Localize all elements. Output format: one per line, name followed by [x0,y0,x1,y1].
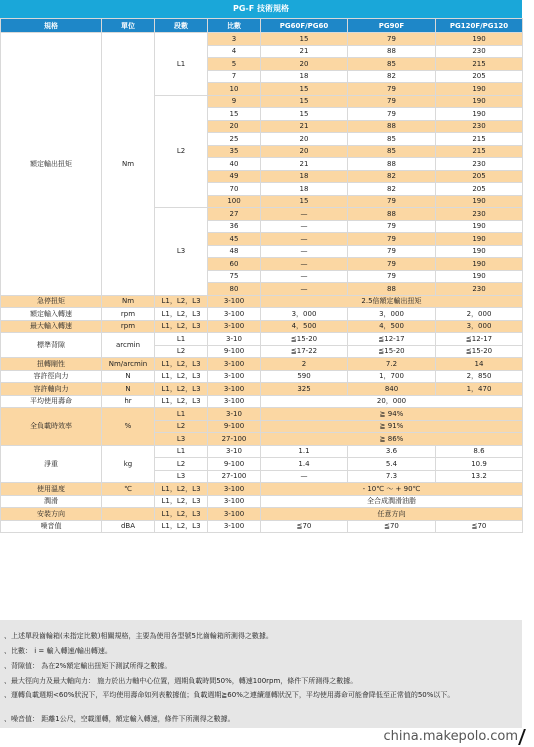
table-row [1,495,523,508]
spec-label: 額定輸入轉速 [1,308,102,321]
merged-value-cell: ≧ 91% [261,420,523,433]
table-row [1,395,523,408]
pg120-cell: 190 [436,83,523,96]
pg120-cell: 3，000 [436,320,523,333]
table-title: PG-F 技術規格 [0,0,522,18]
pg90-cell: 5.4 [348,458,436,471]
ratio-cell: 3-100 [208,383,261,396]
pg90-cell: 79 [348,233,436,246]
merged-value-cell: - 10℃ ～ + 90℃ [261,483,523,496]
spec-label: 容許徑向力 [1,370,102,383]
spec-label: 潤滑 [1,495,102,508]
table-header-row [1,19,523,33]
pg60-cell: — [261,470,348,483]
spec-unit: Nm [102,33,155,296]
pg90-cell: 85 [348,58,436,71]
ratio-cell: 3-10 [208,445,261,458]
pg120-cell: 13.2 [436,470,523,483]
pg60-cell: — [261,220,348,233]
ratio-cell: 25 [208,133,261,146]
stage-cell: L1，L2，L3 [155,483,208,496]
ratio-cell: 3-10 [208,333,261,346]
ratio-cell: 75 [208,270,261,283]
pg60-cell: 21 [261,120,348,133]
stage-cell: L1，L2，L3 [155,358,208,371]
spec-table [0,18,523,533]
ratio-cell: 3-100 [208,370,261,383]
pg90-cell: 82 [348,70,436,83]
pg90-cell: 79 [348,195,436,208]
note-2: 、比數： i = 輸入轉速/輸出轉速。 [4,647,112,655]
pg90-cell: 88 [348,120,436,133]
merged-value-cell: 20，000 [261,395,523,408]
stage-cell: L2 [155,345,208,358]
pg60-cell: 4，500 [261,320,348,333]
stage-cell: L3 [155,433,208,446]
ratio-cell: 9-100 [208,458,261,471]
pg120-cell: 205 [436,70,523,83]
ratio-cell: 3-100 [208,358,261,371]
ratio-cell: 45 [208,233,261,246]
pg60-cell: 1.4 [261,458,348,471]
pg60-cell: 21 [261,45,348,58]
ratio-cell: 20 [208,120,261,133]
spec-label: 最大輸入轉速 [1,320,102,333]
pg120-cell: 14 [436,358,523,371]
spec-unit: Nm [102,295,155,308]
pg120-cell: 205 [436,170,523,183]
pg90-cell: 79 [348,270,436,283]
pg120-cell: 190 [436,270,523,283]
spec-unit: rpm [102,308,155,321]
spec-unit [102,495,155,508]
stage-cell: L1 [155,33,208,96]
stage-cell: L2 [155,95,208,208]
pg120-cell: 2，000 [436,308,523,321]
stage-cell: L1，L2，L3 [155,508,208,521]
pg120-cell: 8.6 [436,445,523,458]
pg60-cell: 15 [261,83,348,96]
pg60-cell: — [261,245,348,258]
table-row [1,320,523,333]
table-row [1,408,523,421]
ratio-cell: 3-100 [208,295,261,308]
ratio-cell: 3-100 [208,320,261,333]
pg120-cell: 10.9 [436,458,523,471]
spec-unit: ℃ [102,483,155,496]
spec-label: 安裝方向 [1,508,102,521]
pg90-cell: 3，000 [348,308,436,321]
pg120-cell: 230 [436,208,523,221]
ratio-cell: 7 [208,70,261,83]
pg120-cell: 190 [436,245,523,258]
pg120-cell: 230 [436,120,523,133]
pg90-cell: ≦12-17 [348,333,436,346]
pg90-cell: 82 [348,183,436,196]
ratio-cell: 27 [208,208,261,221]
pg60-cell: 20 [261,58,348,71]
ratio-cell: 9-100 [208,420,261,433]
pg60-cell: — [261,258,348,271]
pg60-cell: 15 [261,195,348,208]
spec-label: 全負載時效率 [1,408,102,446]
pg60-cell: ≦15-20 [261,333,348,346]
stage-cell: L1，L2，L3 [155,395,208,408]
header-spec: 規格 [1,19,102,33]
ratio-cell: 36 [208,220,261,233]
pg60-cell: ≦70 [261,520,348,533]
pg90-cell: 79 [348,258,436,271]
pg60-cell: 2 [261,358,348,371]
note-6: 、噪音值： 距離1公尺，空載運轉，額定輸入轉速，條件下所測得之數據。 [4,715,235,723]
table-row [1,295,523,308]
header-pg60: PG60F/PG60 [261,19,348,33]
stage-cell: L1，L2，L3 [155,370,208,383]
pg120-cell: 2，850 [436,370,523,383]
stage-cell: L2 [155,420,208,433]
ratio-cell: 49 [208,170,261,183]
pg90-cell: 82 [348,170,436,183]
pg60-cell: 15 [261,33,348,46]
spec-label: 額定輸出扭矩 [1,33,102,296]
table-row [1,33,523,46]
ratio-cell: 3-100 [208,395,261,408]
table-row [1,370,523,383]
header-pg90: PG90F [348,19,436,33]
ratio-cell: 5 [208,58,261,71]
pg90-cell: 85 [348,145,436,158]
pg120-cell: 215 [436,58,523,71]
pg60-cell: 21 [261,158,348,171]
pg120-cell: 190 [436,220,523,233]
spec-unit: kg [102,445,155,483]
pg60-cell: 18 [261,170,348,183]
pg120-cell: 1，470 [436,383,523,396]
ratio-cell: 9-100 [208,345,261,358]
pg60-cell: 325 [261,383,348,396]
pg120-cell: 190 [436,95,523,108]
pg120-cell: 190 [436,33,523,46]
pg90-cell: 88 [348,208,436,221]
watermark: china.makepolo.com [383,729,518,744]
pg120-cell: ≦70 [436,520,523,533]
pg90-cell: 840 [348,383,436,396]
ratio-cell: 3-10 [208,408,261,421]
merged-value-cell: 任意方向 [261,508,523,521]
stage-cell: L1，L2，L3 [155,495,208,508]
ratio-cell: 3-100 [208,520,261,533]
pg90-cell: 79 [348,33,436,46]
merged-value-cell: 全合成潤滑油脂 [261,495,523,508]
stage-cell: L1，L2，L3 [155,383,208,396]
spec-label: 扭轉剛性 [1,358,102,371]
pg120-cell: 190 [436,108,523,121]
spec-unit: hr [102,395,155,408]
header-ratio: 比數 [208,19,261,33]
table-row [1,508,523,521]
stage-cell: L1，L2，L3 [155,308,208,321]
pg90-cell: 88 [348,283,436,296]
pg120-cell: ≦15-20 [436,345,523,358]
pg60-cell: 18 [261,183,348,196]
pg60-cell: 590 [261,370,348,383]
table-row [1,358,523,371]
ratio-cell: 4 [208,45,261,58]
pg90-cell: 4，500 [348,320,436,333]
pg60-cell: 18 [261,70,348,83]
stage-cell: L1 [155,445,208,458]
spec-unit: Nm/arcmin [102,358,155,371]
ratio-cell: 60 [208,258,261,271]
pg120-cell: 190 [436,258,523,271]
table-row [1,333,523,346]
pg90-cell: 7.3 [348,470,436,483]
spec-label: 標準背隙 [1,333,102,358]
pg90-cell: 88 [348,158,436,171]
spec-unit: N [102,370,155,383]
pg120-cell: 205 [436,183,523,196]
table-row [1,308,523,321]
spec-unit: arcmin [102,333,155,358]
note-3: 、背隙值： 為在2%額定輸出扭矩下測試所得之數據。 [4,662,172,670]
spec-unit [102,508,155,521]
spec-unit: rpm [102,320,155,333]
ratio-cell: 35 [208,145,261,158]
spec-label: 使用溫度 [1,483,102,496]
spec-label: 平均使用壽命 [1,395,102,408]
merged-value-cell: 2.5倍額定輸出扭矩 [261,295,523,308]
ratio-cell: 3 [208,33,261,46]
pg120-cell: 215 [436,145,523,158]
table-row [1,445,523,458]
pg60-cell: — [261,233,348,246]
note-5: 、運轉負載週期<60%狀況下，平均使用壽命如列表數據值；負載週期≧60%之連續運轉狀況下，平均使用壽命可能會降低至正常值的50%以下。 [4,691,455,699]
note-4: 、最大徑向力及最大軸向力： 施力於出力軸中心位置，週期負載時間50%，轉速100rpm，條件下所測得之數據。 [4,677,358,685]
table-body [1,33,523,533]
ratio-cell: 27-100 [208,470,261,483]
spec-unit: dBA [102,520,155,533]
pg60-cell: — [261,270,348,283]
pg120-cell: 215 [436,133,523,146]
ratio-cell: 3-100 [208,508,261,521]
notes-panel [0,620,522,728]
ratio-cell: 100 [208,195,261,208]
pg120-cell: 190 [436,195,523,208]
ratio-cell: 40 [208,158,261,171]
pg120-cell: 230 [436,283,523,296]
pg60-cell: 3，000 [261,308,348,321]
stage-cell: L3 [155,470,208,483]
pg90-cell: 3.6 [348,445,436,458]
pg120-cell: 230 [436,158,523,171]
stage-cell: L1 [155,408,208,421]
ratio-cell: 27-100 [208,433,261,446]
spec-unit: N [102,383,155,396]
header-pg120: PG120F/PG120 [436,19,523,33]
spec-label: 急停扭矩 [1,295,102,308]
pg90-cell: 1，700 [348,370,436,383]
pg90-cell: 79 [348,83,436,96]
pg60-cell: 20 [261,133,348,146]
ratio-cell: 3-100 [208,495,261,508]
pg60-cell: 15 [261,95,348,108]
ratio-cell: 48 [208,245,261,258]
pg60-cell: 15 [261,108,348,121]
stage-cell: L3 [155,208,208,296]
spec-label: 噪音值 [1,520,102,533]
ratio-cell: 3-100 [208,308,261,321]
pg90-cell: ≦70 [348,520,436,533]
ratio-cell: 3-100 [208,483,261,496]
table-row [1,520,523,533]
pg90-cell: 85 [348,133,436,146]
pg90-cell: 79 [348,220,436,233]
note-1: 、上述單段齒輪箱(未指定比數)相關規格，主要為使用各型號5比齒輪箱所測得之數據。 [4,632,273,640]
pg90-cell: ≦15-20 [348,345,436,358]
ratio-cell: 80 [208,283,261,296]
ratio-cell: 9 [208,95,261,108]
ratio-cell: 70 [208,183,261,196]
spec-unit: % [102,408,155,446]
pg60-cell: 20 [261,145,348,158]
header-stage: 段數 [155,19,208,33]
spec-label: 淨重 [1,445,102,483]
pg120-cell: ≦12-17 [436,333,523,346]
pg60-cell: 1.1 [261,445,348,458]
ratio-cell: 15 [208,108,261,121]
pg120-cell: 230 [436,45,523,58]
pg90-cell: 79 [348,108,436,121]
pg60-cell: — [261,208,348,221]
corner-mark [518,729,534,745]
pg90-cell: 7.2 [348,358,436,371]
stage-cell: L2 [155,458,208,471]
stage-cell: L1 [155,333,208,346]
table-row [1,383,523,396]
spec-label: 容許軸向力 [1,383,102,396]
pg60-cell: — [261,283,348,296]
stage-cell: L1，L2，L3 [155,295,208,308]
table-row [1,483,523,496]
merged-value-cell: ≧ 86% [261,433,523,446]
pg90-cell: 79 [348,245,436,258]
pg120-cell: 190 [436,233,523,246]
pg90-cell: 88 [348,45,436,58]
pg90-cell: 79 [348,95,436,108]
header-unit: 單位 [102,19,155,33]
pg60-cell: ≦17-22 [261,345,348,358]
stage-cell: L1，L2，L3 [155,320,208,333]
merged-value-cell: ≧ 94% [261,408,523,421]
ratio-cell: 10 [208,83,261,96]
stage-cell: L1，L2，L3 [155,520,208,533]
